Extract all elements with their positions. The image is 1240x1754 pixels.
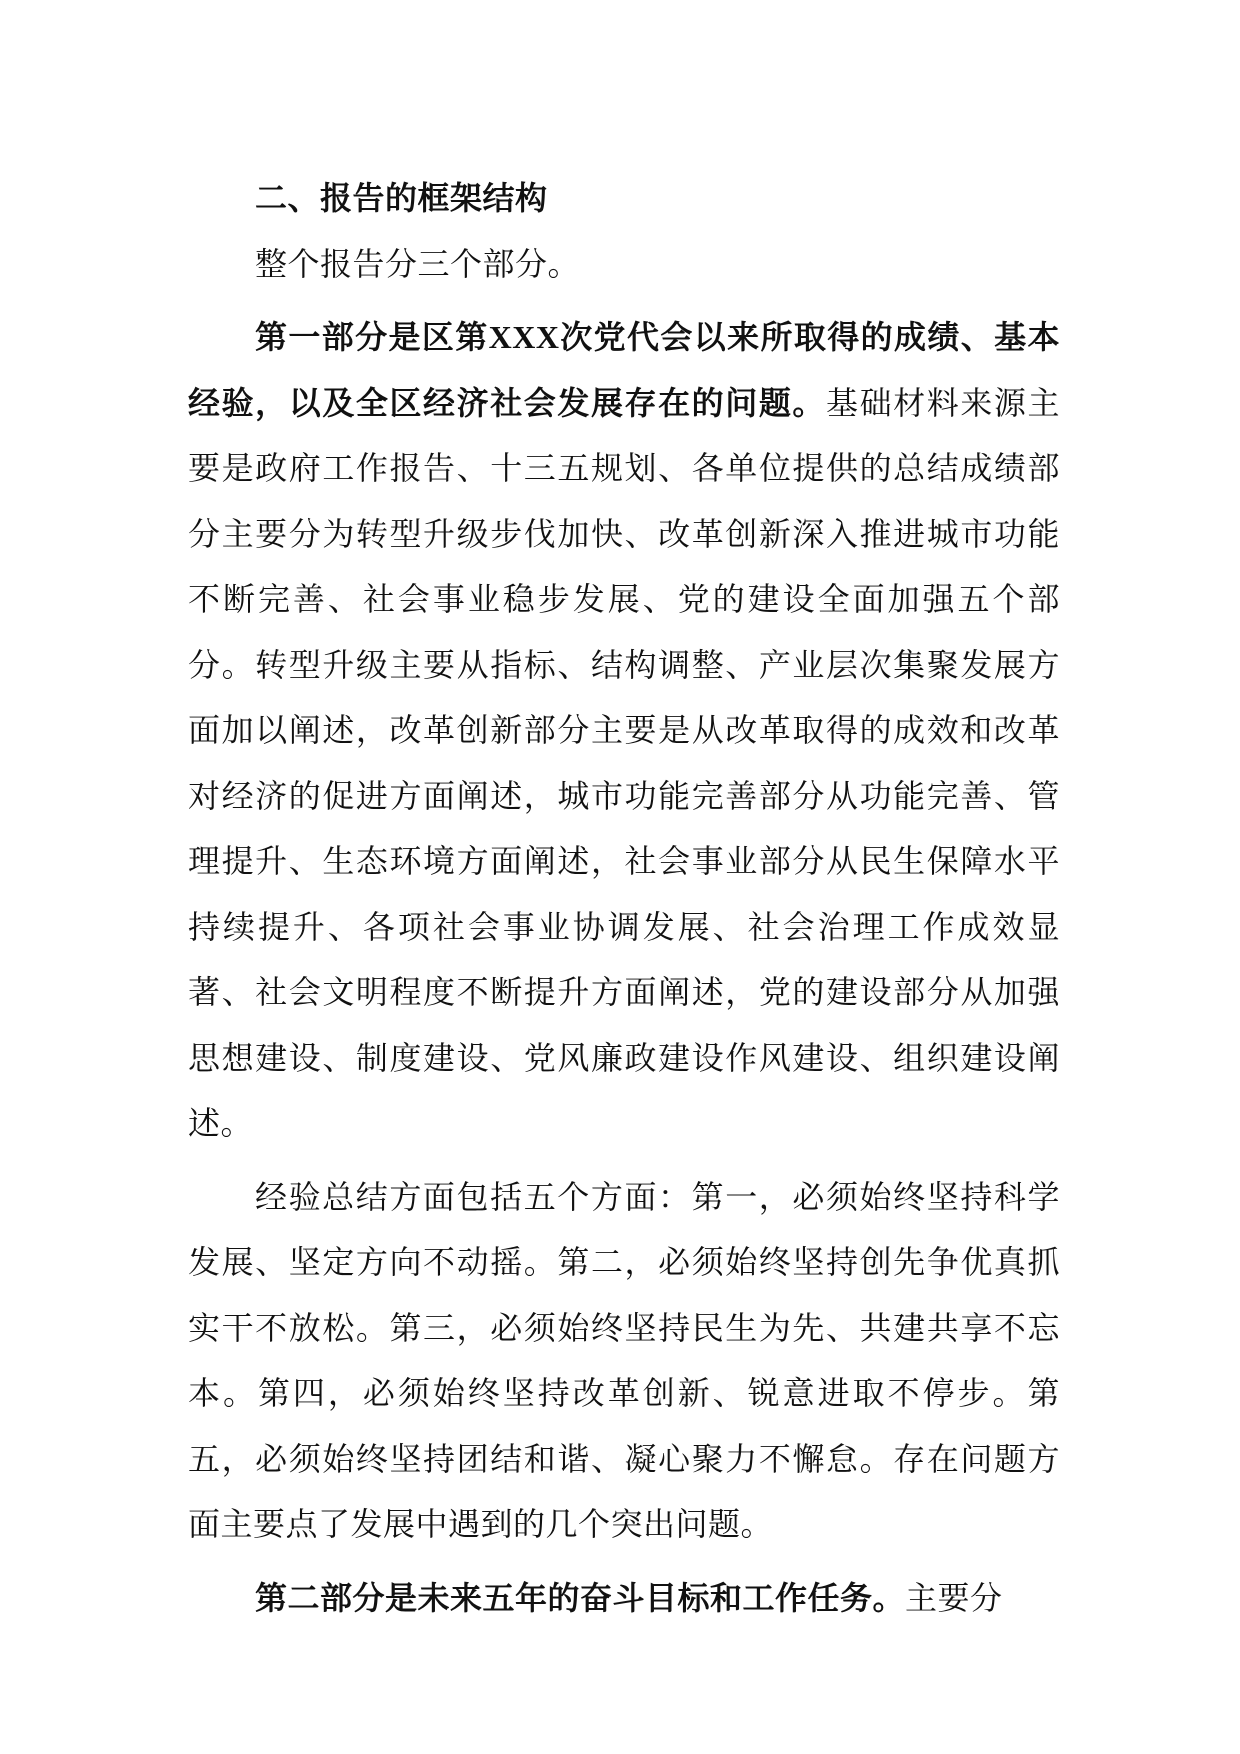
experience-paragraph: 经验总结方面包括五个方面：第一，必须始终坚持科学发展、坚定方向不动摇。第二，必须始终坚持创先争优真抓实干不放松。第三，必须始终坚持民生为先、共建共享不忘本。第四，必须始终坚持改革创新、锐意进取不停步。第五，必须始终坚持团结和谐、凝心聚力不懈怠。存在问题方面主要点了发展中遇到的几个突出问题。: [188, 1177, 1060, 1543]
part2-body: 主要分: [905, 1578, 1003, 1617]
part1-lead-xxx: XXX: [488, 319, 560, 355]
paragraph-spacer: [188, 1157, 1060, 1165]
part1-body: 基础材料来源主要是政府工作报告、十三五规划、各单位提供的总结成绩部分主要分为转型升级步伐加快、改革创新深入推进城市功能不断完善、社会事业稳步发展、党的建设全面加强五个部分。转型升级主要从指标、结构调整、产业层次集聚发展方面加以阐述，改革创新部分主要是从改革取得的成效和改革对经济的促进方面阐述，城市功能完善部分从功能完善、管理提升、生态环境方面阐述，社会事业部分从民生保障水平持续提升、各项社会事业协调发展、社会治理工作成效显著、社会文明程度不断提升方面阐述，党的建设部分从加强思想建设、制度建设、党风廉政建设作风建设、组织建设阐述。: [188, 383, 1060, 1142]
part2-lead: 第二部分是未来五年的奋斗目标和工作任务。: [255, 1578, 906, 1617]
intro-paragraph: 整个报告分三个部分。: [255, 244, 581, 283]
paragraph-spacer: [188, 1558, 1060, 1566]
part1-lead-start: 第一部分是区第: [255, 318, 489, 356]
part2-paragraph: [188, 1566, 1060, 1632]
paragraph-spacer: [188, 297, 1060, 305]
part1-lead-end: 次党代会以来所取得的成绩、基本经验，以及全区经济社会发展存在的问题。: [188, 318, 1060, 422]
document-body: [188, 166, 1060, 1631]
section-heading: 二、报告的框架结构: [255, 179, 548, 217]
part1-paragraph: [188, 305, 1060, 1157]
